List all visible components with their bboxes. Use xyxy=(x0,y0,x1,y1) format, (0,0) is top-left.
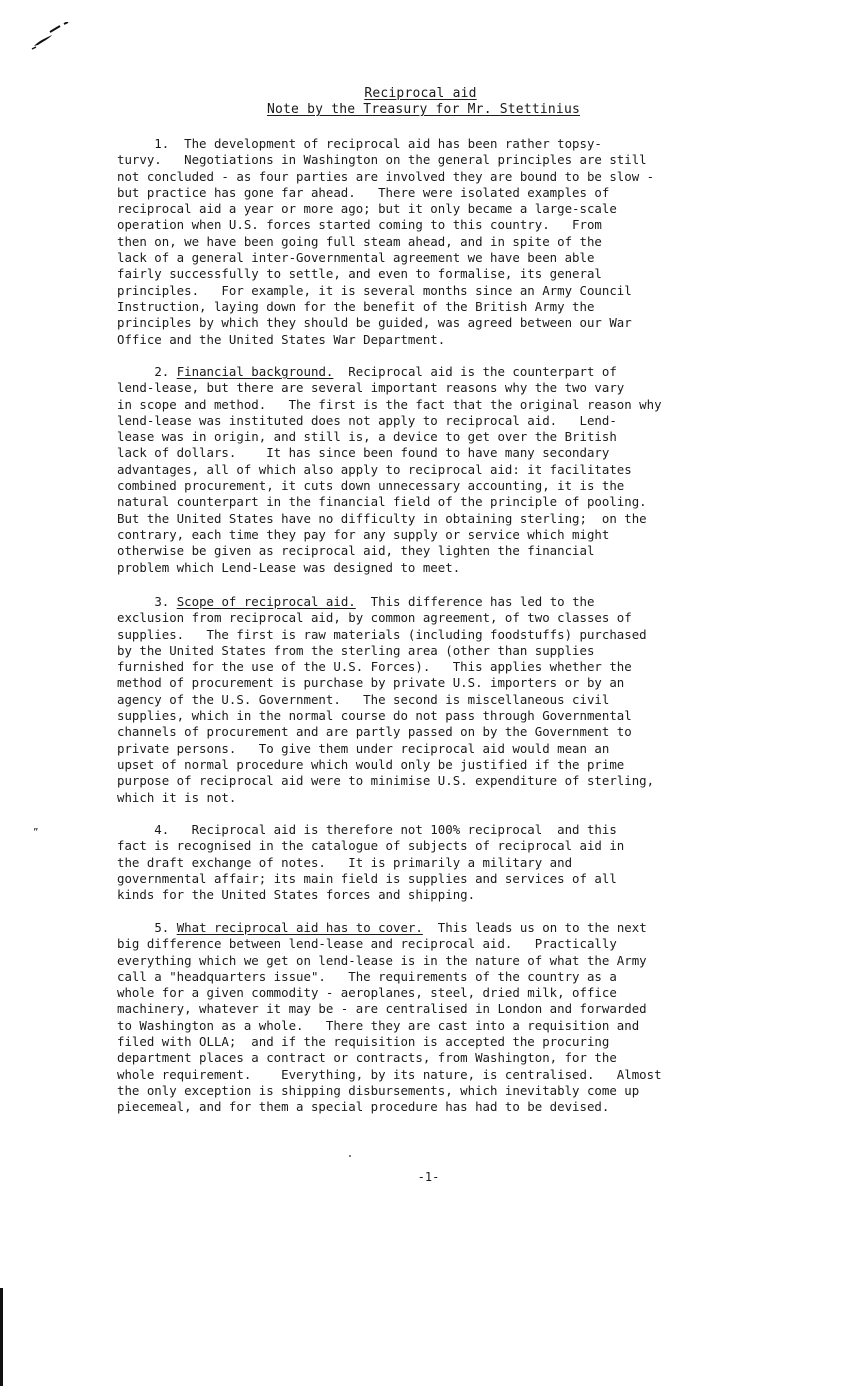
text-line: upset of normal procedure which would only be justified if the prime xyxy=(117,756,625,772)
text-line: governmental affair; its main field is supplies and services of all xyxy=(117,870,617,886)
text-line: method of procurement is purchase by private U.S. importers or by an xyxy=(117,675,625,691)
text-line: lend-lease, but there are several important reasons why the two vary xyxy=(117,380,625,396)
paragraph-5 xyxy=(117,920,757,1116)
text-line: lack of a general inter-Governmental agreement we have been able xyxy=(117,250,595,266)
text-line: operation when U.S. forces started coming to this country. From xyxy=(117,217,602,233)
text-line: big difference between lend-lease and reciprocal aid. Practically xyxy=(117,936,617,952)
text-line: agency of the U.S. Government. The second is miscellaneous civil xyxy=(117,691,610,707)
text-line: in scope and method. The first is the fact that the original reason why xyxy=(117,396,662,412)
text-line: advantages, all of which also apply to reciprocal aid: it facilitates xyxy=(117,461,632,477)
text-line: by the United States from the sterling area (other than supplies xyxy=(117,642,595,658)
paragraph-3 xyxy=(117,594,757,806)
paragraph-first-line xyxy=(117,594,757,610)
text-fragment: Reciprocal aid is the counterpart of xyxy=(333,364,617,379)
text-line: furnished for the use of the U.S. Forces). This applies whether the xyxy=(117,659,632,675)
text-line: 4. Reciprocal aid is therefore not 100% reciprocal and this xyxy=(117,822,617,837)
text-line: But the United States have no difficulty in obtaining sterling; on the xyxy=(117,510,647,526)
document-title-block xyxy=(0,86,841,118)
text-line: not concluded - as four parties are involved they are bound to be slow - xyxy=(117,168,655,184)
text-line: Instruction, laying down for the benefit of the British Army the xyxy=(117,298,595,314)
text-line: problem which Lend-Lease was designed to meet. xyxy=(117,559,461,575)
text-line: principles. For example, it is several months since an Army Council xyxy=(117,282,632,298)
paragraph-1 xyxy=(117,136,757,348)
text-line: purpose of reciprocal aid were to minimise U.S. expenditure of sterling, xyxy=(117,773,655,789)
text-line: reciprocal aid a year or more ago; but it only became a large-scale xyxy=(117,201,617,217)
text-line: supplies, which in the normal course do not pass through Governmental xyxy=(117,708,632,724)
text-line: exclusion from reciprocal aid, by common agreement, of two classes of xyxy=(117,610,632,626)
text-line: to Washington as a whole. There they are cast into a requisition and xyxy=(117,1017,640,1033)
text-line: then on, we have been going full steam ahead, and in spite of the xyxy=(117,233,602,249)
text-line: kinds for the United States forces and shipping. xyxy=(117,887,476,903)
text-line: private persons. To give them under reciprocal aid would mean an xyxy=(117,740,610,756)
text-line: lend-lease was instituted does not apply to reciprocal aid. Lend- xyxy=(117,412,617,428)
paragraph-2 xyxy=(117,364,757,576)
paragraph-first-line xyxy=(117,920,757,936)
text-line: otherwise be given as reciprocal aid, they lighten the financial xyxy=(117,543,595,559)
text-fragment: This difference has led to the xyxy=(355,594,595,609)
text-line: turvy. Negotiations in Washington on the general principles are still xyxy=(117,152,647,168)
paragraph-number: 3. xyxy=(154,594,170,609)
text-line: contrary, each time they pay for any supply or service which might xyxy=(117,526,610,542)
text-line: channels of procurement and are partly passed on by the Government to xyxy=(117,724,632,740)
paragraph-number: 5. xyxy=(154,920,170,935)
document-subtitle: Note by the Treasury for Mr. Stettinius xyxy=(266,102,581,117)
paragraph-4 xyxy=(117,822,757,903)
margin-note: ” xyxy=(33,828,39,838)
text-line: filed with OLLA; and if the requisition is accepted the procuring xyxy=(117,1034,610,1050)
paragraph-heading: What reciprocal aid has to cover. xyxy=(176,920,423,935)
text-line: fairly successfully to settle, and even to formalise, its general xyxy=(117,266,602,282)
text-line: but practice has gone far ahead. There were isolated examples of xyxy=(117,184,610,200)
text-line: call a "headquarters issue". The requirements of the country as a xyxy=(117,968,617,984)
text-line: piecemeal, and for them a special procedure has had to be devised. xyxy=(117,1099,610,1115)
page-number: -1- xyxy=(417,1170,440,1184)
text-line: 1. The development of reciprocal aid has been rather topsy- xyxy=(117,136,602,151)
paragraph-first-line xyxy=(117,364,757,380)
text-line: Office and the United States War Department. xyxy=(117,331,446,347)
paragraph-number: 2. xyxy=(154,364,170,379)
paragraph-heading: Scope of reciprocal aid. xyxy=(176,594,356,609)
text-line: natural counterpart in the financial field of the principle of pooling. xyxy=(117,494,647,510)
document-title: Reciprocal aid xyxy=(364,86,477,101)
text-line: the only exception is shipping disbursements, which inevitably come up xyxy=(117,1082,640,1098)
text-line: lease was in origin, and still is, a device to get over the British xyxy=(117,429,617,445)
paragraph-heading: Financial background. xyxy=(176,364,334,379)
text-line: lack of dollars. It has since been found to have many secondary xyxy=(117,445,610,461)
text-line: supplies. The first is raw materials (including foodstuffs) purchased xyxy=(117,626,647,642)
text-line: which it is not. xyxy=(117,789,237,805)
text-fragment: This leads us on to the next xyxy=(422,920,647,935)
text-line: combined procurement, it cuts down unnecessary accounting, it is the xyxy=(117,478,625,494)
text-line: fact is recognised in the catalogue of subjects of reciprocal aid in xyxy=(117,838,625,854)
pen-mark-icon xyxy=(30,22,74,52)
text-line: machinery, whatever it may be - are centralised in London and forwarded xyxy=(117,1001,647,1017)
text-line: principles by which they should be guided, was agreed between our War xyxy=(117,315,632,331)
scan-speck xyxy=(349,1155,351,1157)
text-line: everything which we get on lend-lease is in the nature of what the Army xyxy=(117,952,647,968)
text-line: whole requirement. Everything, by its nature, is centralised. Almost xyxy=(117,1066,662,1082)
scan-edge-mark xyxy=(0,1288,3,1386)
text-line: the draft exchange of notes. It is primarily a military and xyxy=(117,854,573,870)
text-line: department places a contract or contracts, from Washington, for the xyxy=(117,1050,617,1066)
text-line: whole for a given commodity - aeroplanes, steel, dried milk, office xyxy=(117,985,617,1001)
